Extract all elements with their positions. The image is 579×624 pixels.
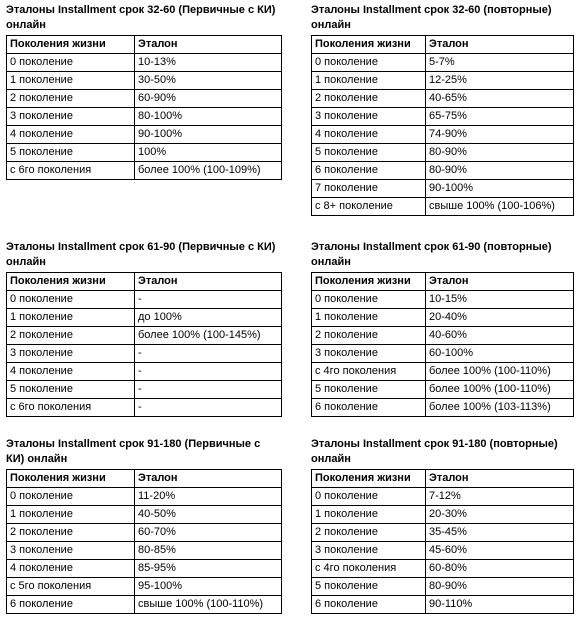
standards-block-61-90-repeat [311, 240, 573, 417]
standard-value-cell: 60-70% [135, 524, 282, 542]
table-row [7, 488, 282, 506]
table-row [7, 363, 282, 381]
standard-value-cell: более 100% (100-110%) [426, 363, 574, 381]
table-row [312, 560, 574, 578]
generation-cell: с 4го поколения [312, 560, 426, 578]
standard-value-cell: свыше 100% (100-110%) [135, 596, 282, 614]
standard-value-cell: более 100% (100-145%) [135, 327, 282, 345]
standard-value-cell: 7-12% [426, 488, 574, 506]
table-row [7, 126, 282, 144]
table-row [7, 327, 282, 345]
table-row [7, 291, 282, 309]
generation-cell: 5 поколение [312, 144, 426, 162]
standard-value-cell: - [135, 381, 282, 399]
table-row [312, 542, 574, 560]
generation-cell: 4 поколение [7, 126, 135, 144]
generation-cell: 1 поколение [7, 506, 135, 524]
table-title: Эталоны Installment срок 32-60 (Первичные с КИ) онлайн [6, 4, 276, 31]
table-row [312, 309, 574, 327]
generation-cell: 4 поколение [312, 126, 426, 144]
standard-value-cell: 60-80% [426, 560, 574, 578]
generation-cell: 7 поколение [312, 180, 426, 198]
generation-cell: 1 поколение [312, 309, 426, 327]
table-row [7, 72, 282, 90]
standard-value-cell: 40-50% [135, 506, 282, 524]
generation-cell: 0 поколение [312, 488, 426, 506]
column-header-standard: Эталон [426, 36, 574, 54]
table-row [7, 54, 282, 72]
generation-cell: 0 поколение [7, 291, 135, 309]
generation-cell: 4 поколение [7, 560, 135, 578]
table-row [312, 506, 574, 524]
standards-table [6, 469, 282, 614]
column-header-generation: Поколения жизни [312, 36, 426, 54]
standards-block-91-180-repeat [311, 437, 573, 614]
standard-value-cell: свыше 100% (100-106%) [426, 198, 574, 216]
table-row [7, 542, 282, 560]
table-row [7, 524, 282, 542]
standard-value-cell: 20-40% [426, 309, 574, 327]
standard-value-cell: 10-15% [426, 291, 574, 309]
table-header-row [312, 470, 574, 488]
standard-value-cell: 80-90% [426, 162, 574, 180]
standards-block-61-90-primary [6, 240, 281, 417]
standard-value-cell: 60-90% [135, 90, 282, 108]
table-title: Эталоны Installment срок 91-180 (повторные) онлайн [311, 438, 558, 465]
standard-value-cell: 80-90% [426, 144, 574, 162]
table-row [312, 108, 574, 126]
table-row [312, 578, 574, 596]
standards-block-91-180-primary [6, 437, 281, 614]
generation-cell: 3 поколение [7, 542, 135, 560]
standards-block-32-60-repeat [311, 3, 573, 216]
generation-cell: 1 поколение [7, 72, 135, 90]
generation-cell: 5 поколение [312, 381, 426, 399]
standard-value-cell: 45-60% [426, 542, 574, 560]
standard-value-cell: 60-100% [426, 345, 574, 363]
generation-cell: 3 поколение [312, 108, 426, 126]
column-header-standard: Эталон [426, 273, 574, 291]
table-header-row [7, 36, 282, 54]
generation-cell: с 6го поколения [7, 399, 135, 417]
table-row [7, 309, 282, 327]
standards-table [311, 272, 574, 417]
table-row [7, 345, 282, 363]
generation-cell: 0 поколение [312, 291, 426, 309]
generation-cell: с 8+ поколение [312, 198, 426, 216]
generation-cell: 6 поколение [7, 596, 135, 614]
table-row [312, 198, 574, 216]
standard-value-cell: - [135, 291, 282, 309]
standards-table [311, 469, 574, 614]
table-row [312, 162, 574, 180]
table-header-row [7, 470, 282, 488]
standard-value-cell: - [135, 345, 282, 363]
standard-value-cell: 80-85% [135, 542, 282, 560]
table-row [312, 345, 574, 363]
table-row [312, 327, 574, 345]
standard-value-cell: до 100% [135, 309, 282, 327]
standard-value-cell: 90-100% [426, 180, 574, 198]
generation-cell: 1 поколение [7, 309, 135, 327]
generation-cell: 3 поколение [7, 108, 135, 126]
generation-cell: 2 поколение [312, 327, 426, 345]
generation-cell: 3 поколение [312, 345, 426, 363]
column-header-generation: Поколения жизни [312, 273, 426, 291]
table-row [312, 399, 574, 417]
generation-cell: 2 поколение [7, 327, 135, 345]
standard-value-cell: 100% [135, 144, 282, 162]
standards-block-32-60-primary [6, 3, 281, 180]
column-header-standard: Эталон [426, 470, 574, 488]
generation-cell: с 4го поколения [312, 363, 426, 381]
generation-cell: 0 поколение [312, 54, 426, 72]
column-header-generation: Поколения жизни [7, 273, 135, 291]
table-header-row [312, 36, 574, 54]
generation-cell: 3 поколение [7, 345, 135, 363]
table-row [312, 524, 574, 542]
standard-value-cell: 90-110% [426, 596, 574, 614]
table-title: Эталоны Installment срок 91-180 (Первичные с КИ) онлайн [6, 438, 261, 465]
standards-table [6, 35, 282, 180]
table-row [7, 578, 282, 596]
generation-cell: с 5го поколения [7, 578, 135, 596]
standard-value-cell: 65-75% [426, 108, 574, 126]
table-row [7, 90, 282, 108]
generation-cell: 5 поколение [7, 144, 135, 162]
table-header-row [312, 273, 574, 291]
standards-table [6, 272, 282, 417]
generation-cell: 2 поколение [7, 524, 135, 542]
standard-value-cell: 10-13% [135, 54, 282, 72]
table-title: Эталоны Installment срок 32-60 (повторные) онлайн [311, 4, 552, 31]
standard-value-cell: более 100% (100-109%) [135, 162, 282, 180]
table-row [7, 596, 282, 614]
standard-value-cell: 20-30% [426, 506, 574, 524]
table-row [7, 144, 282, 162]
generation-cell: 2 поколение [312, 90, 426, 108]
standard-value-cell: 12-25% [426, 72, 574, 90]
generation-cell: 1 поколение [312, 506, 426, 524]
table-row [312, 291, 574, 309]
column-header-standard: Эталон [135, 36, 282, 54]
table-row [312, 363, 574, 381]
table-row [7, 560, 282, 578]
generation-cell: 1 поколение [312, 72, 426, 90]
standard-value-cell: 74-90% [426, 126, 574, 144]
table-row [312, 381, 574, 399]
generation-cell: 2 поколение [7, 90, 135, 108]
column-header-generation: Поколения жизни [7, 470, 135, 488]
table-row [312, 488, 574, 506]
table-row [7, 162, 282, 180]
table-row [312, 72, 574, 90]
column-header-generation: Поколения жизни [7, 36, 135, 54]
standard-value-cell: 85-95% [135, 560, 282, 578]
standard-value-cell: 80-100% [135, 108, 282, 126]
standards-table [311, 35, 574, 216]
table-row [7, 108, 282, 126]
column-header-standard: Эталон [135, 273, 282, 291]
generation-cell: 2 поколение [312, 524, 426, 542]
table-header-row [7, 273, 282, 291]
standard-value-cell: 11-20% [135, 488, 282, 506]
standard-value-cell: более 100% (100-110%) [426, 381, 574, 399]
table-row [312, 126, 574, 144]
column-header-generation: Поколения жизни [312, 470, 426, 488]
generation-cell: 5 поколение [7, 381, 135, 399]
standard-value-cell: 90-100% [135, 126, 282, 144]
table-row [7, 399, 282, 417]
standard-value-cell: 35-45% [426, 524, 574, 542]
standard-value-cell: 40-60% [426, 327, 574, 345]
generation-cell: 6 поколение [312, 596, 426, 614]
standard-value-cell: 30-50% [135, 72, 282, 90]
standard-value-cell: 5-7% [426, 54, 574, 72]
table-title: Эталоны Installment срок 61-90 (повторные) онлайн [311, 241, 552, 268]
standard-value-cell: - [135, 363, 282, 381]
generation-cell: 6 поколение [312, 162, 426, 180]
generation-cell: 0 поколение [7, 488, 135, 506]
table-row [312, 144, 574, 162]
generation-cell: 0 поколение [7, 54, 135, 72]
generation-cell: 4 поколение [7, 363, 135, 381]
standard-value-cell: 80-90% [426, 578, 574, 596]
table-row [312, 54, 574, 72]
table-row [312, 180, 574, 198]
generation-cell: 5 поколение [312, 578, 426, 596]
table-row [7, 506, 282, 524]
standard-value-cell: более 100% (103-113%) [426, 399, 574, 417]
standard-value-cell: 40-65% [426, 90, 574, 108]
standard-value-cell: 95-100% [135, 578, 282, 596]
generation-cell: 3 поколение [312, 542, 426, 560]
table-row [7, 381, 282, 399]
standard-value-cell: - [135, 399, 282, 417]
table-row [312, 596, 574, 614]
column-header-standard: Эталон [135, 470, 282, 488]
generation-cell: 6 поколение [312, 399, 426, 417]
generation-cell: с 6го поколения [7, 162, 135, 180]
table-row [312, 90, 574, 108]
table-title: Эталоны Installment срок 61-90 (Первичные с КИ) онлайн [6, 241, 276, 268]
